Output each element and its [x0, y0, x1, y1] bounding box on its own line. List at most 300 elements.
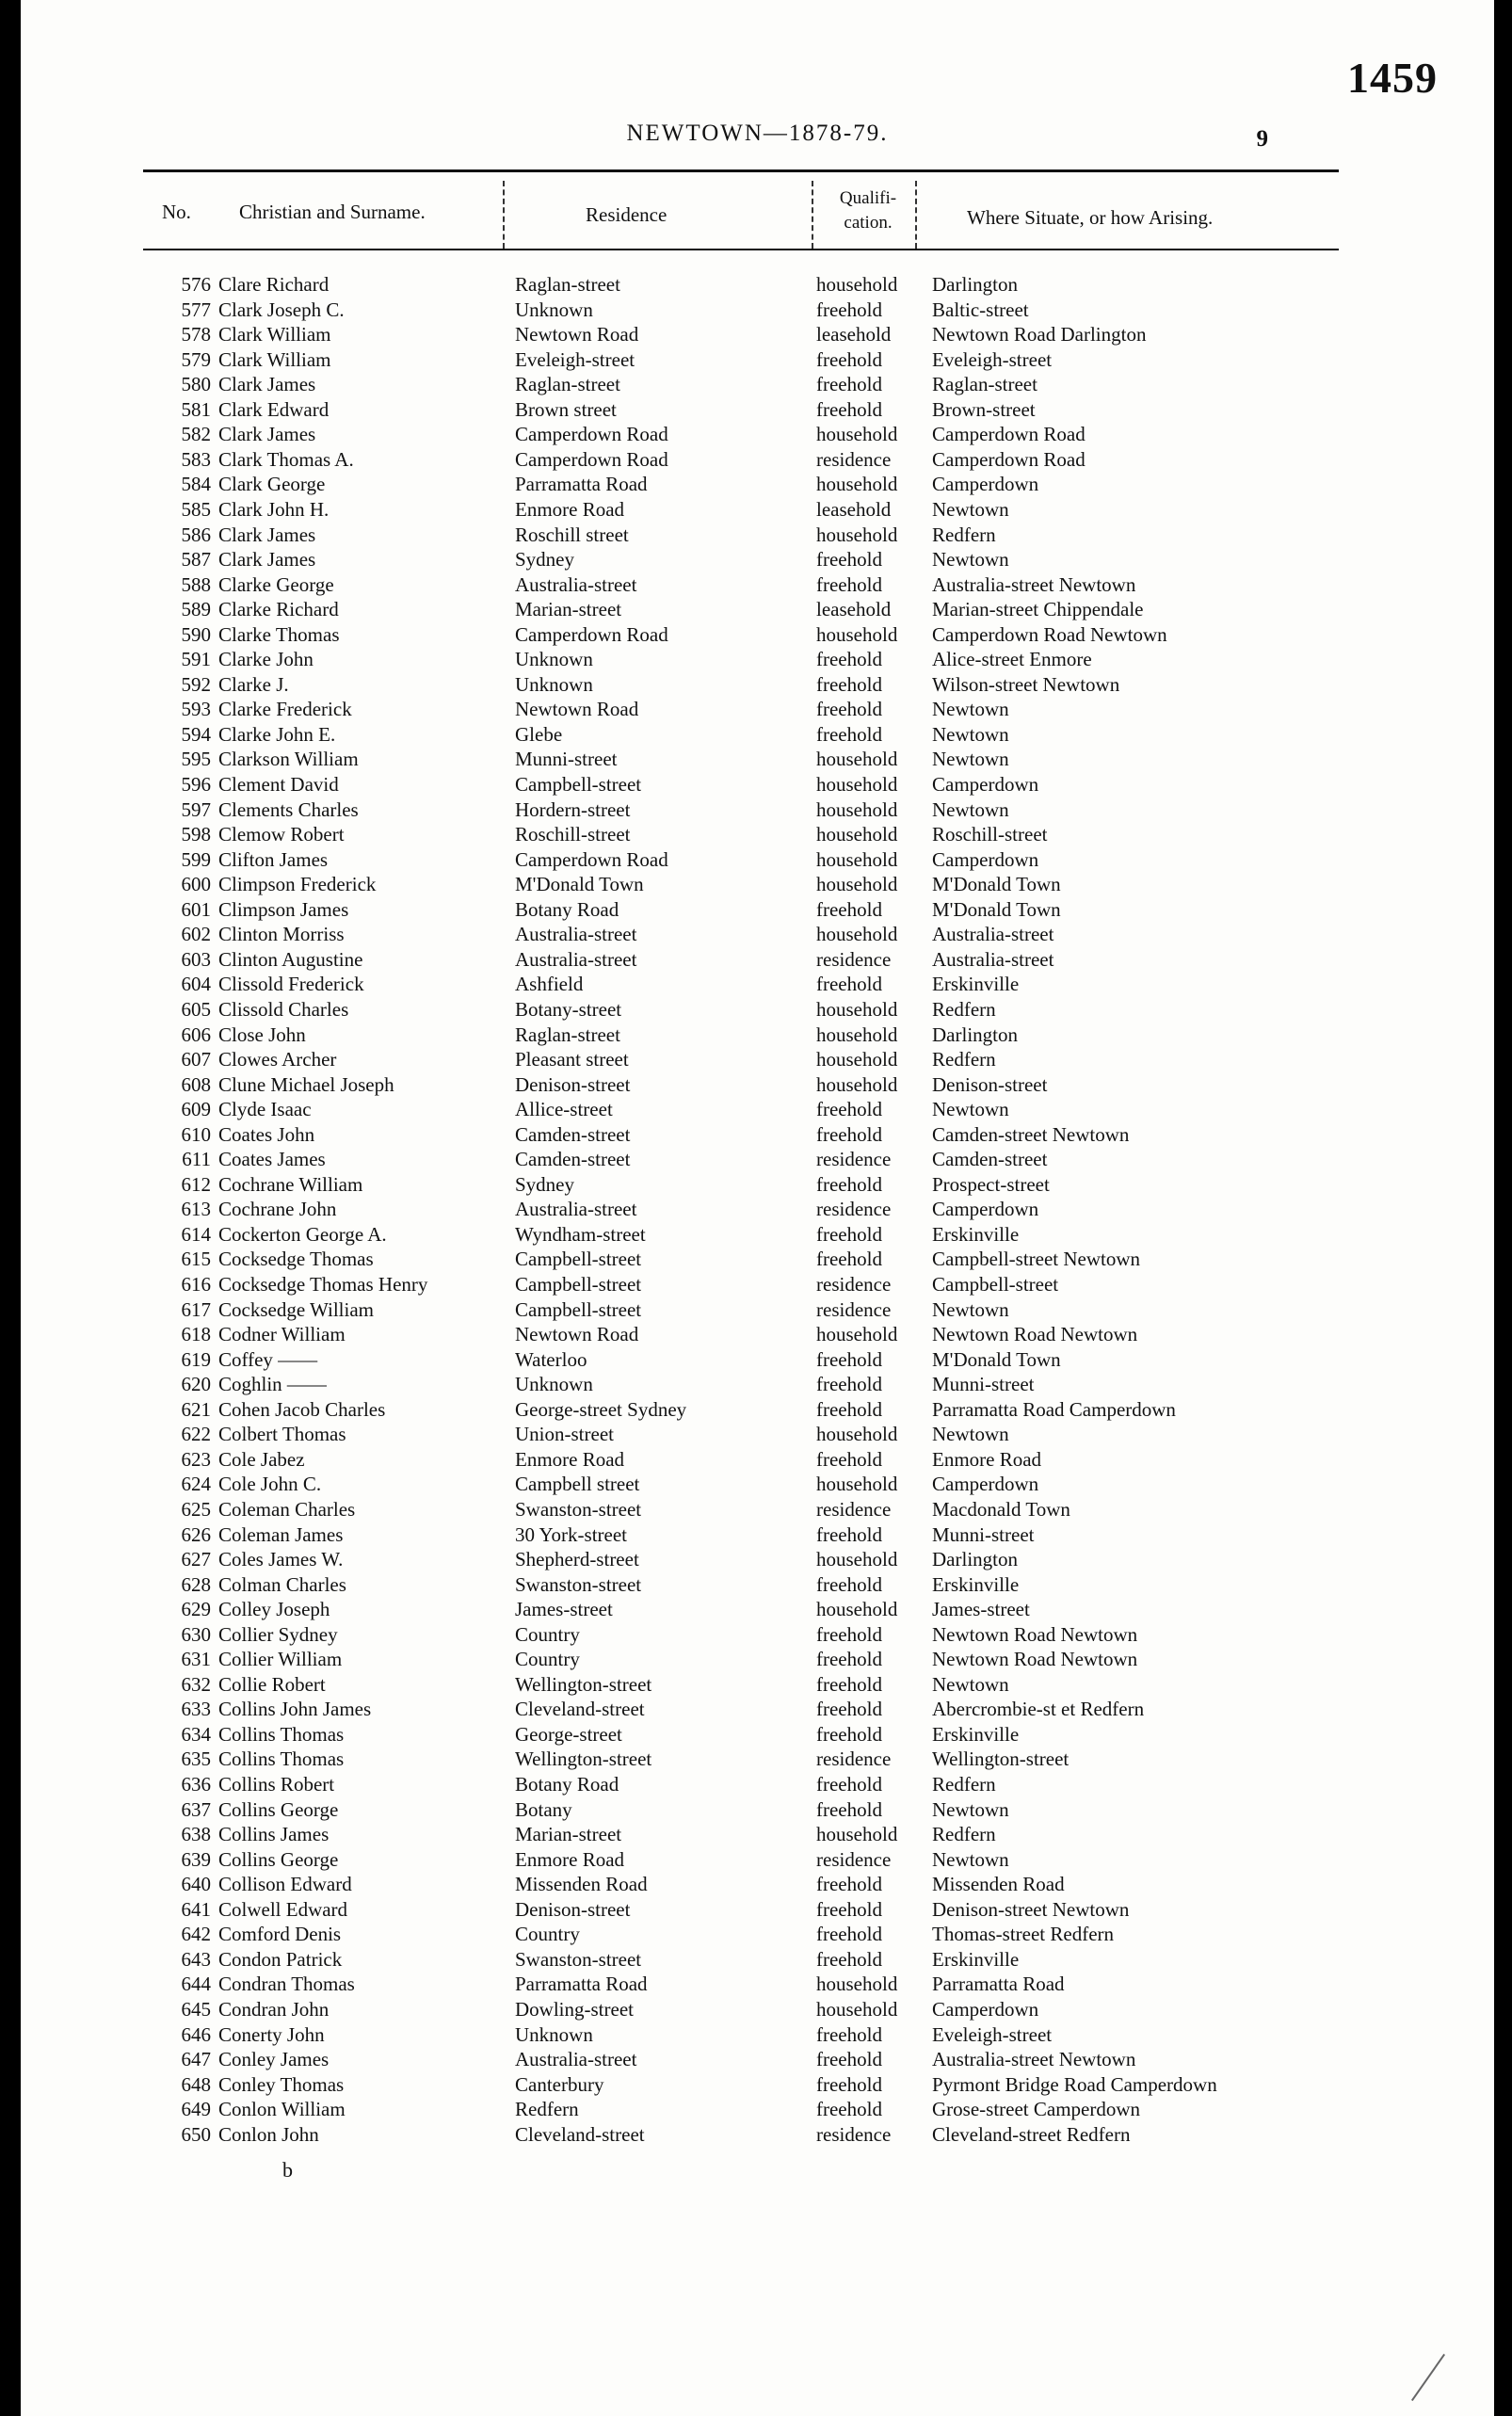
- table-row: [21, 1998, 1433, 2022]
- entry-number: 636: [181, 1773, 211, 1796]
- entry-name: Clark John H.: [218, 497, 330, 521]
- entry-name: Clark James: [218, 548, 316, 572]
- entry-number: 580: [181, 373, 211, 396]
- entry-number: 607: [181, 1048, 211, 1071]
- entry-qualification: freehold: [816, 1222, 882, 1246]
- entry-residence: Raglan-street: [515, 273, 620, 296]
- entry-where: Eveleigh-street: [932, 2022, 1053, 2046]
- entry-number: 637: [181, 1797, 211, 1821]
- entry-number: 599: [181, 847, 211, 871]
- table-row: [21, 1898, 1433, 1923]
- entry-qualification: household: [816, 1023, 898, 1046]
- entry-qualification: freehold: [816, 1722, 882, 1746]
- entry-name: Collier William: [218, 1648, 343, 1671]
- entry-name: Collins John James: [218, 1698, 372, 1721]
- entry-residence: Australia-street: [515, 572, 637, 596]
- table-row: [21, 648, 1433, 672]
- entry-number: 643: [181, 1947, 211, 1971]
- entry-where: Munni-street: [932, 1522, 1035, 1546]
- entry-name: Climpson Frederick: [218, 873, 377, 896]
- table-row: [21, 1548, 1433, 1572]
- entry-residence: Pleasant street: [515, 1048, 629, 1071]
- entry-where: Newtown: [932, 1297, 1009, 1321]
- entry-number: 644: [181, 1973, 211, 1996]
- table-row: [21, 1423, 1433, 1447]
- entry-residence: Australia-street: [515, 1198, 637, 1221]
- entry-residence: Enmore Road: [515, 1847, 625, 1871]
- entry-number: 628: [181, 1572, 211, 1596]
- entry-qualification: household: [816, 622, 898, 646]
- entry-name: Clark James: [218, 373, 316, 396]
- table-row: [21, 598, 1433, 622]
- entry-name: Clemow Robert: [218, 823, 345, 846]
- entry-qualification: household: [816, 1973, 898, 1996]
- entry-residence: Roschill street: [515, 523, 629, 546]
- entry-where: Eveleigh-street: [932, 347, 1053, 371]
- entry-where: Camperdown: [932, 1473, 1039, 1496]
- entry-number: 638: [181, 1823, 211, 1846]
- entry-qualification: freehold: [816, 1648, 882, 1671]
- entry-number: 622: [181, 1423, 211, 1446]
- entry-name: Collins George: [218, 1797, 339, 1821]
- column-header-where: Where Situate, or how Arising.: [967, 206, 1214, 229]
- entry-number: 593: [181, 698, 211, 721]
- entry-residence: Parramatta Road: [515, 473, 648, 496]
- column-divider: [812, 181, 813, 249]
- entry-number: 606: [181, 1023, 211, 1046]
- entry-name: Coghlin ——: [218, 1373, 327, 1396]
- column-header-name: Christian and Surname.: [239, 201, 426, 223]
- entry-residence: M'Donald Town: [515, 873, 644, 896]
- entry-number: 601: [181, 897, 211, 921]
- entry-number: 619: [181, 1347, 211, 1371]
- table-row: [21, 1948, 1433, 1973]
- entry-name: Clarke John: [218, 648, 314, 671]
- entry-residence: Unknown: [515, 648, 593, 671]
- entry-residence: Wellington-street: [515, 1672, 652, 1696]
- table-row: [21, 473, 1433, 497]
- entry-number: 596: [181, 773, 211, 796]
- entry-name: Clissold Charles: [218, 997, 349, 1021]
- entry-residence: Unknown: [515, 298, 593, 321]
- entry-where: Alice-street Enmore: [932, 648, 1092, 671]
- entry-number: 627: [181, 1548, 211, 1571]
- entry-qualification: household: [816, 847, 898, 871]
- entry-number: 590: [181, 622, 211, 646]
- entry-where: Darlington: [932, 273, 1018, 296]
- table-row: [21, 673, 1433, 698]
- entry-where: Camperdown Road: [932, 423, 1086, 446]
- entry-number: 626: [181, 1522, 211, 1546]
- entry-name: Collier Sydney: [218, 1622, 338, 1646]
- entry-where: Missenden Road: [932, 1873, 1065, 1896]
- entry-number: 634: [181, 1722, 211, 1746]
- column-header-residence: Residence: [586, 203, 668, 226]
- entry-residence: Swanston-street: [515, 1497, 642, 1521]
- entry-where: Denison-street: [932, 1072, 1048, 1096]
- entry-residence: Camperdown Road: [515, 447, 668, 471]
- entry-residence: Campbell-street: [515, 1273, 642, 1296]
- entry-name: Conlon William: [218, 2098, 346, 2121]
- entry-name: Clements Charles: [218, 797, 359, 821]
- entry-where: Australia-street: [932, 947, 1054, 971]
- column-divider: [503, 181, 505, 249]
- entry-name: Clark James: [218, 423, 316, 446]
- entry-name: Coleman Charles: [218, 1497, 356, 1521]
- entry-number: 649: [181, 2098, 211, 2121]
- entry-where: Redfern: [932, 1048, 996, 1071]
- table-row: [21, 348, 1433, 373]
- table-row: [21, 2123, 1433, 2148]
- entry-residence: Camden-street: [515, 1122, 631, 1146]
- entry-qualification: residence: [816, 1297, 892, 1321]
- entry-number: 621: [181, 1397, 211, 1421]
- entry-where: Redfern: [932, 523, 996, 546]
- entry-qualification: household: [816, 823, 898, 846]
- entry-where: Brown-street: [932, 397, 1036, 421]
- entry-where: Parramatta Road: [932, 1973, 1065, 1996]
- entry-qualification: household: [816, 423, 898, 446]
- entry-name: Cochrane John: [218, 1198, 337, 1221]
- entry-number: 600: [181, 873, 211, 896]
- entry-qualification: freehold: [816, 672, 882, 696]
- entry-name: Collins Thomas: [218, 1722, 345, 1746]
- entry-residence: Sydney: [515, 548, 574, 572]
- entry-qualification: freehold: [816, 1698, 882, 1721]
- table-row: [21, 948, 1433, 973]
- table-row: [21, 1273, 1433, 1297]
- entry-where: Newtown: [932, 1797, 1009, 1821]
- entry-name: Collie Robert: [218, 1672, 326, 1696]
- table-row: [21, 1448, 1433, 1473]
- entry-qualification: household: [816, 873, 898, 896]
- entry-name: Collins George: [218, 1847, 339, 1871]
- entry-residence: Unknown: [515, 672, 593, 696]
- entry-residence: 30 York-street: [515, 1522, 627, 1546]
- entry-residence: Camperdown Road: [515, 423, 668, 446]
- entry-qualification: leasehold: [816, 323, 892, 346]
- entry-number: 608: [181, 1072, 211, 1096]
- entry-number: 629: [181, 1598, 211, 1621]
- entry-name: Clark James: [218, 523, 316, 546]
- entry-residence: Cleveland-street: [515, 2122, 645, 2146]
- entry-number: 597: [181, 797, 211, 821]
- entry-where: Cleveland-street Redfern: [932, 2122, 1131, 2146]
- entry-number: 577: [181, 298, 211, 321]
- entry-residence: Redfern: [515, 2098, 579, 2121]
- table-row: [21, 1723, 1433, 1748]
- entry-where: Darlington: [932, 1548, 1018, 1571]
- entry-residence: Missenden Road: [515, 1873, 648, 1896]
- entry-qualification: freehold: [816, 1098, 882, 1121]
- entry-qualification: household: [816, 1323, 898, 1346]
- entry-name: Cole John C.: [218, 1473, 322, 1496]
- entry-number: 640: [181, 1873, 211, 1896]
- table-row: [21, 523, 1433, 548]
- entry-name: Clissold Frederick: [218, 973, 364, 996]
- table-row: [21, 698, 1433, 722]
- entry-number: 618: [181, 1323, 211, 1346]
- table-row: [21, 848, 1433, 873]
- entry-qualification: freehold: [816, 1773, 882, 1796]
- entry-residence: Denison-street: [515, 1072, 631, 1096]
- entry-qualification: household: [816, 1072, 898, 1096]
- entry-residence: Country: [515, 1923, 580, 1946]
- entry-number: 635: [181, 1748, 211, 1771]
- table-row: [21, 923, 1433, 947]
- entry-residence: Denison-street: [515, 1897, 631, 1921]
- entry-where: Australia-street Newtown: [932, 572, 1136, 596]
- entry-where: Camperdown Road Newtown: [932, 622, 1167, 646]
- table-row: [21, 1698, 1433, 1722]
- entry-name: Clarke John E.: [218, 722, 336, 746]
- table-row: [21, 1048, 1433, 1072]
- entry-residence: Campbell-street: [515, 1248, 642, 1271]
- entry-residence: Wyndham-street: [515, 1222, 646, 1246]
- entry-name: Clark William: [218, 347, 331, 371]
- entry-name: Conley James: [218, 2048, 330, 2071]
- entry-number: 609: [181, 1098, 211, 1121]
- table-row: [21, 1323, 1433, 1347]
- entry-where: Newtown: [932, 698, 1009, 721]
- entry-residence: Unknown: [515, 1373, 593, 1396]
- table-row: [21, 1073, 1433, 1098]
- entry-qualification: household: [816, 1598, 898, 1621]
- entry-name: Clement David: [218, 773, 339, 796]
- table-row: [21, 1223, 1433, 1248]
- entry-name: Conerty John: [218, 2022, 325, 2046]
- entry-residence: Botany Road: [515, 897, 619, 921]
- entry-number: 613: [181, 1198, 211, 1221]
- table-row: [21, 1523, 1433, 1548]
- entry-where: M'Donald Town: [932, 1347, 1061, 1371]
- entry-number: 620: [181, 1373, 211, 1396]
- entry-number: 646: [181, 2022, 211, 2046]
- entry-name: Clare Richard: [218, 273, 330, 296]
- entry-number: 611: [182, 1148, 211, 1171]
- table-row: [21, 1498, 1433, 1522]
- entry-qualification: freehold: [816, 1873, 882, 1896]
- entry-qualification: freehold: [816, 2022, 882, 2046]
- table-row: [21, 1598, 1433, 1622]
- entry-residence: Swanston-street: [515, 1947, 642, 1971]
- entry-name: Cohen Jacob Charles: [218, 1397, 386, 1421]
- entry-where: Redfern: [932, 1773, 996, 1796]
- entry-qualification: freehold: [816, 1347, 882, 1371]
- entry-qualification: household: [816, 1997, 898, 2021]
- entry-qualification: freehold: [816, 1923, 882, 1946]
- entry-residence: George-street Sydney: [515, 1397, 687, 1421]
- entry-residence: Campbell-street: [515, 1297, 642, 1321]
- entry-where: Newtown: [932, 722, 1009, 746]
- entry-number: 588: [181, 572, 211, 596]
- entry-qualification: freehold: [816, 572, 882, 596]
- entry-qualification: residence: [816, 1748, 892, 1771]
- entry-name: Clarke Frederick: [218, 698, 352, 721]
- edge-mark: [1411, 2354, 1445, 2401]
- entry-qualification: residence: [816, 1273, 892, 1296]
- entry-qualification: residence: [816, 1148, 892, 1171]
- entry-name: Climpson James: [218, 897, 349, 921]
- entry-number: 579: [181, 347, 211, 371]
- table-row: [21, 1298, 1433, 1323]
- entry-qualification: freehold: [816, 1897, 882, 1921]
- entry-number: 605: [181, 997, 211, 1021]
- entry-qualification: freehold: [816, 1122, 882, 1146]
- entry-residence: Unknown: [515, 2022, 593, 2046]
- entry-number: 591: [181, 648, 211, 671]
- table-row: [21, 748, 1433, 772]
- entry-qualification: freehold: [816, 1672, 882, 1696]
- entry-qualification: residence: [816, 447, 892, 471]
- entry-qualification: freehold: [816, 1248, 882, 1271]
- table-row: [21, 273, 1433, 298]
- entry-name: Coates John: [218, 1122, 315, 1146]
- entry-qualification: household: [816, 1823, 898, 1846]
- entry-name: Clarke Richard: [218, 598, 339, 621]
- table-row: [21, 1473, 1433, 1497]
- entry-qualification: freehold: [816, 2048, 882, 2071]
- entry-qualification: residence: [816, 947, 892, 971]
- entry-name: Condon Patrick: [218, 1947, 343, 1971]
- entry-number: 604: [181, 973, 211, 996]
- entry-number: 625: [181, 1497, 211, 1521]
- entry-where: Campbell-street Newtown: [932, 1248, 1141, 1271]
- entry-qualification: freehold: [816, 298, 882, 321]
- entry-qualification: freehold: [816, 1397, 882, 1421]
- entry-name: Cocksedge William: [218, 1297, 374, 1321]
- table-row: [21, 1123, 1433, 1148]
- entry-name: Collins Thomas: [218, 1748, 345, 1771]
- table-row: [21, 873, 1433, 897]
- entry-residence: Newtown Road: [515, 1323, 639, 1346]
- entry-qualification: freehold: [816, 722, 882, 746]
- table-row: [21, 1973, 1433, 1997]
- entry-residence: Swanston-street: [515, 1572, 642, 1596]
- entry-qualification: freehold: [816, 1447, 882, 1471]
- entry-name: Clark Thomas A.: [218, 447, 354, 471]
- entry-where: Newtown Road Newtown: [932, 1622, 1138, 1646]
- entry-name: Clowes Archer: [218, 1048, 337, 1071]
- entry-qualification: household: [816, 773, 898, 796]
- entry-residence: Botany Road: [515, 1773, 619, 1796]
- entry-name: Clune Michael Joseph: [218, 1072, 394, 1096]
- table-row: [21, 1373, 1433, 1397]
- entry-number: 630: [181, 1622, 211, 1646]
- entry-qualification: residence: [816, 1497, 892, 1521]
- entry-name: Clarkson William: [218, 748, 359, 771]
- entry-where: Marian-street Chippendale: [932, 598, 1144, 621]
- entry-name: Collins Robert: [218, 1773, 335, 1796]
- entry-residence: Botany-street: [515, 997, 622, 1021]
- entry-qualification: leasehold: [816, 598, 892, 621]
- entry-where: Erskinville: [932, 1722, 1020, 1746]
- entry-residence: Australia-street: [515, 2048, 637, 2071]
- entry-residence: Australia-street: [515, 947, 637, 971]
- entry-number: 612: [181, 1172, 211, 1196]
- entry-where: Newtown Road Newtown: [932, 1323, 1138, 1346]
- entry-qualification: residence: [816, 1847, 892, 1871]
- entry-residence: Newtown Road: [515, 698, 639, 721]
- entry-residence: Brown street: [515, 397, 617, 421]
- entry-qualification: freehold: [816, 1797, 882, 1821]
- entry-residence: Glebe: [515, 722, 563, 746]
- entry-qualification: freehold: [816, 897, 882, 921]
- table-row: [21, 298, 1433, 323]
- table-row: [21, 548, 1433, 572]
- page-number: 9: [1256, 126, 1268, 152]
- entry-name: Close John: [218, 1023, 306, 1046]
- entry-number: 617: [181, 1297, 211, 1321]
- entry-name: Colley Joseph: [218, 1598, 330, 1621]
- entry-number: 639: [181, 1847, 211, 1871]
- entry-number: 586: [181, 523, 211, 546]
- entry-where: Erskinville: [932, 1947, 1020, 1971]
- table-row: [21, 898, 1433, 923]
- entry-number: 614: [181, 1222, 211, 1246]
- entry-where: Darlington: [932, 1023, 1018, 1046]
- entry-where: Denison-street Newtown: [932, 1897, 1130, 1921]
- entry-number: 610: [181, 1122, 211, 1146]
- entry-number: 578: [181, 323, 211, 346]
- entry-number: 647: [181, 2048, 211, 2071]
- entry-number: 615: [181, 1248, 211, 1271]
- entry-qualification: residence: [816, 1198, 892, 1221]
- entry-where: James-street: [932, 1598, 1030, 1621]
- entry-number: 592: [181, 672, 211, 696]
- entry-number: 631: [181, 1648, 211, 1671]
- entry-where: Wellington-street: [932, 1748, 1070, 1771]
- entry-name: Clinton Morriss: [218, 923, 345, 946]
- table-row: [21, 373, 1433, 397]
- entry-number: 594: [181, 722, 211, 746]
- entry-name: Coates James: [218, 1148, 326, 1171]
- entry-where: Camden-street: [932, 1148, 1048, 1171]
- entry-name: Clifton James: [218, 847, 329, 871]
- entry-name: Condran John: [218, 1997, 330, 2021]
- entry-name: Cochrane William: [218, 1172, 363, 1196]
- table-row: [21, 1148, 1433, 1172]
- register-page: [21, 0, 1494, 2416]
- entry-name: Clarke Thomas: [218, 622, 340, 646]
- table-row: [21, 1873, 1433, 1897]
- table-row: [21, 1823, 1433, 1847]
- entry-name: Clinton Augustine: [218, 947, 363, 971]
- table-row: [21, 1573, 1433, 1598]
- entry-qualification: freehold: [816, 397, 882, 421]
- entry-residence: George-street: [515, 1722, 622, 1746]
- entry-residence: Parramatta Road: [515, 1973, 648, 1996]
- entry-residence: Marian-street: [515, 1823, 622, 1846]
- entry-where: Newtown Road Newtown: [932, 1648, 1138, 1671]
- entry-name: Clark Edward: [218, 397, 330, 421]
- entry-qualification: freehold: [816, 1522, 882, 1546]
- entry-name: Clarke J.: [218, 672, 289, 696]
- entry-qualification: freehold: [816, 1172, 882, 1196]
- entry-where: Thomas-street Redfern: [932, 1923, 1115, 1946]
- entry-name: Codner William: [218, 1323, 346, 1346]
- entry-qualification: freehold: [816, 648, 882, 671]
- entry-where: Erskinville: [932, 1222, 1020, 1246]
- entry-residence: Campbell-street: [515, 773, 642, 796]
- table-row: [21, 323, 1433, 347]
- table-row: [21, 2073, 1433, 2098]
- table-row: [21, 1198, 1433, 1222]
- entry-residence: Hordern-street: [515, 797, 631, 821]
- entry-qualification: household: [816, 1048, 898, 1071]
- entry-where: M'Donald Town: [932, 873, 1061, 896]
- entry-where: Camperdown Road: [932, 447, 1086, 471]
